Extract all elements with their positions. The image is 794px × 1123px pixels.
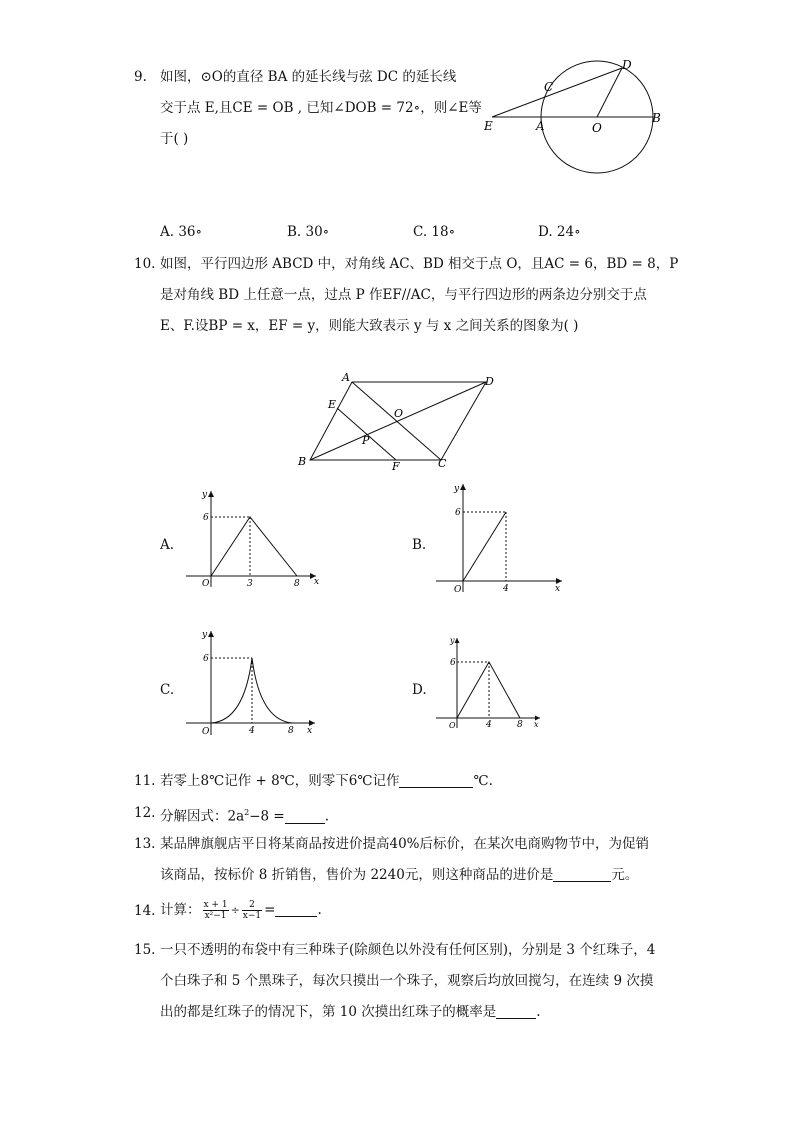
diagonal-ac [352,382,441,460]
q15-line1: 一只不透明的布袋中有三种珠子(除颜色以外没有任何区别)，分别是 3 个红珠子，4 [160,942,656,958]
diagonal-bd [310,382,486,460]
q9-option-c[interactable]: C. 18∘ [413,224,456,240]
q10-parallelogram-figure [290,370,510,475]
graph-b-x-label: x [555,584,561,594]
q15-after: . [536,1004,541,1020]
q10-line2: 是对角线 BD 上任意一点，过点 P 作EF//AC，与平行四边形的两条边分别交于点 [160,287,647,303]
q12-rest: −8 = [249,808,285,825]
label-p: P [362,434,370,447]
q11-number: 11. [134,773,156,789]
q14-answer-blank[interactable] [275,902,317,917]
q10-option-c-label[interactable]: C. [160,682,175,698]
graph-b-tick-6: 6 [455,508,461,518]
label-a: A [342,371,350,384]
graph-d-tick-6: 6 [450,658,456,668]
label-d: D [485,375,494,388]
graph-c-tick-6: 6 [203,654,209,664]
q15-number: 15. [134,942,156,958]
q11-answer-blank[interactable] [399,773,473,788]
label-b: B [652,111,661,125]
q10-option-d-label[interactable]: D. [412,682,427,698]
q12-line [160,804,329,826]
graph-d-tick-8: 8 [517,720,523,730]
label-o: O [592,121,602,135]
graph-c-y-label: y [202,630,208,640]
q13-answer-blank[interactable] [553,867,611,882]
label-e: E [328,398,337,411]
q10-graph-b[interactable] [430,478,570,596]
graph-d-tick-4: 4 [486,720,492,730]
q9-line1: 如图，⊙O的直径 BA 的延长线与弦 DC 的延长线 [160,69,457,85]
graph-a-origin: O [202,579,210,589]
graph-b-origin: O [454,585,462,595]
graph-b-tick-4: 4 [503,584,509,594]
q10-graph-a[interactable] [180,485,325,590]
graph-c-tick-8: 8 [288,726,294,736]
label-e: E [484,119,493,133]
q9-circle-figure [480,55,670,195]
q9-number: 9. [134,69,147,85]
q14-fraction-1: $\frac{x + 1}{\text{x²−1}}$ [203,900,228,921]
graph-a-tick-6: 6 [203,513,209,523]
graph-c-x-label: x [307,726,313,736]
q9-option-b[interactable]: B. 30∘ [287,224,330,240]
q13-line1: 某品牌旗舰店平日将某商品按进价提高40%后标价，在某次电商购物节中，为促销 [160,836,650,852]
graph-d-y-label: y [450,636,455,645]
q10-line3: E、F.设BP = x，EF = y，则能大致表示 y 与 x 之间关系的图象为( ) [160,318,579,334]
q11-text: 若零上8℃记作 + 8℃，则零下6℃记作 [160,773,400,789]
graph-b-y-label: y [454,484,460,494]
q13-line2 [160,866,638,884]
q15-line3 [160,1003,541,1021]
graph-a-tick-3: 3 [247,579,253,589]
q13-number: 13. [134,836,156,852]
q9-option-a[interactable]: A. 36∘ [160,224,203,240]
label-b: B [298,455,307,468]
q10-number: 10. [134,256,156,272]
graph-a-tick-8: 8 [294,579,300,589]
graph-a-x-label: x [314,577,320,587]
q9-line3: 于( ) [160,131,189,147]
q12-number: 12. [134,805,156,821]
q14-number: 14. [134,903,156,919]
label-a: A [536,119,545,133]
q11-line [160,772,493,790]
line-ed [492,68,622,117]
q14-text: 计算： [160,902,201,918]
q10-option-a-label[interactable]: A. [160,537,175,553]
q10-graph-d[interactable] [432,632,547,737]
q13-after: 元。 [611,867,639,883]
q10-graph-c[interactable] [180,625,320,740]
q9-option-d[interactable]: D. 24∘ [538,224,581,240]
label-c: C [438,457,447,470]
label-f: F [392,460,400,473]
q14-fraction-2: $\frac{2}{x-1}$ [242,900,262,921]
q12-after: . [324,808,330,825]
label-o: O [394,407,404,420]
graph-d-x-label: x [534,720,539,729]
graph-c-origin: O [202,727,210,737]
q15-line2: 个白珠子和 5 个黑珠子，每次只摸出一个珠子，观察后均放回搅匀，在连续 9 次摸 [160,973,654,989]
label-d: D [622,58,632,72]
q15-answer-blank[interactable] [496,1004,536,1019]
q15-line3-text: 出的都是红珠子的情况下，第 10 次摸出红珠子的概率是 [160,1004,497,1020]
q13-line2-text: 该商品，按标价 8 折销售，售价为 2240元，则这种商品的进价是 [160,867,554,883]
q12-answer-blank[interactable] [285,809,325,824]
q10-line1: 如图，平行四边形 ABCD 中，对角线 AC、BD 相交于点 O，且AC = 6，BD = 8，P [160,256,679,272]
q14-line: 计算： $\frac{x + 1}{\text{x²−1}}$ ÷ $\frac{2}{x-1}$ = . [160,900,322,921]
label-c: C [544,80,554,94]
q10-option-b-label[interactable]: B. [412,537,427,553]
line-od [597,68,622,117]
q12-text: 分解因式：2a [160,808,245,825]
q9-line2: 交于点 E,且CE = OB , 已知∠DOB = 72∘，则∠E等 [160,100,482,116]
graph-a-y-label: y [202,490,208,500]
graph-d-origin: O [449,721,456,730]
q12-exponent: 2 [244,808,250,817]
graph-c-tick-4: 4 [249,726,255,736]
q11-after: ℃. [473,773,493,789]
